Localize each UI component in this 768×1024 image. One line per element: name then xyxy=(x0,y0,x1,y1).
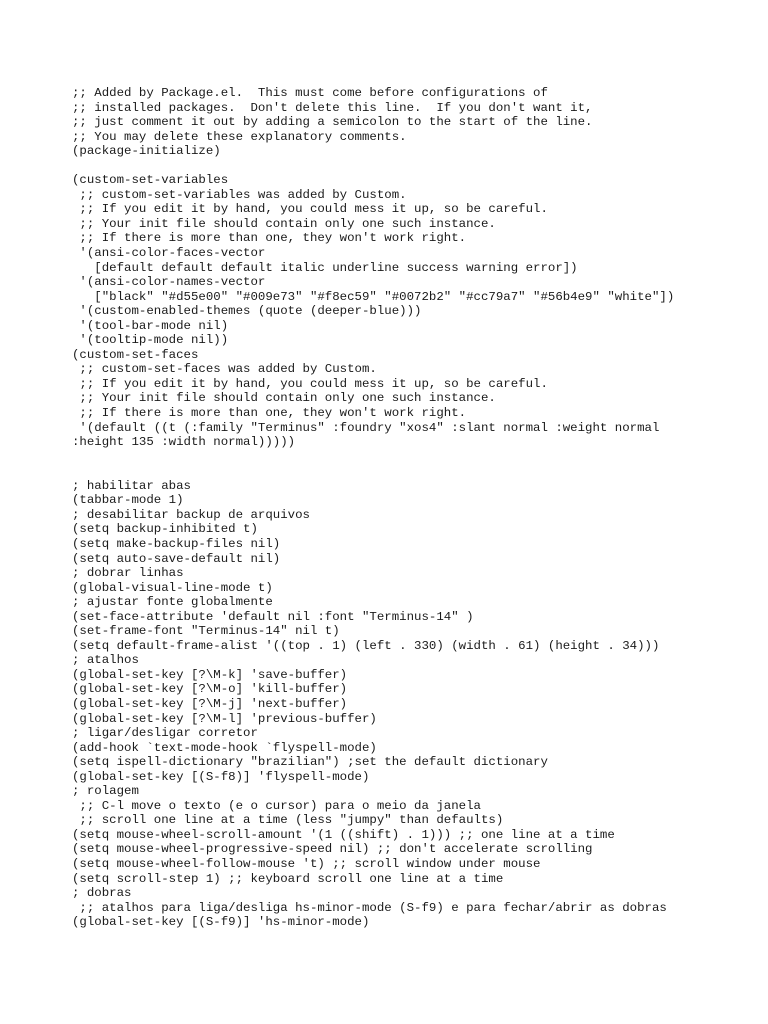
code-line: ; dobras xyxy=(72,886,132,901)
code-line: (package-initialize) xyxy=(72,144,221,159)
code-line: ; rolagem xyxy=(72,784,139,799)
code-line: ;; custom-set-faces was added by Custom. xyxy=(72,362,377,377)
code-line: (set-face-attribute 'default nil :font "Terminus-14" ) xyxy=(72,609,474,624)
code-line: ;; You may delete these explanatory comments. xyxy=(72,129,407,144)
code-line: ["black" "#d55e00" "#009e73" "#f8ec59" "#0072b2" "#cc79a7" "#56b4e9" "white"]) xyxy=(72,289,675,304)
code-line xyxy=(72,159,752,174)
code-line: '(custom-enabled-themes (quote (deeper-blue))) xyxy=(72,304,422,319)
code-line: ;; If there is more than one, they won't work right. xyxy=(72,231,467,246)
code-line: ;; scroll one line at a time (less "jumpy" than defaults) xyxy=(72,813,504,828)
code-line: (setq mouse-wheel-scroll-amount '(1 ((shift) . 1))) ;; one line at a time xyxy=(72,827,615,842)
code-line: (setq scroll-step 1) ;; keyboard scroll one line at a time xyxy=(72,871,504,886)
code-line: ;; Your init file should contain only one such instance. xyxy=(72,216,496,231)
code-line: ; habilitar abas xyxy=(72,478,191,493)
code-line: ;; Your init file should contain only one such instance. xyxy=(72,391,496,406)
code-line: ;; If you edit it by hand, you could mess it up, so be careful. xyxy=(72,376,548,391)
code-line: [default default default italic underline success warning error]) xyxy=(72,260,578,275)
code-line: ;; installed packages. Don't delete this line. If you don't want it, xyxy=(72,100,593,115)
code-line: '(default ((t (:family "Terminus" :foundry "xos4" :slant normal :weight normal xyxy=(72,420,660,435)
code-line: ;; C-l move o texto (e o cursor) para o meio da janela xyxy=(72,798,481,813)
code-line: (global-set-key [(S-f9)] 'hs-minor-mode) xyxy=(72,915,370,930)
code-line: (setq mouse-wheel-progressive-speed nil) ;; don't accelerate scrolling xyxy=(72,842,593,857)
code-line: ; ajustar fonte globalmente xyxy=(72,595,273,610)
code-line: (global-set-key [?\M-k] 'save-buffer) xyxy=(72,667,348,682)
code-line: (setq auto-save-default nil) xyxy=(72,551,281,566)
code-line: ;; custom-set-variables was added by Custom. xyxy=(72,187,407,202)
code-line: (global-set-key [?\M-j] 'next-buffer) xyxy=(72,696,348,711)
code-line: (setq ispell-dictionary "brazilian") ;set the default dictionary xyxy=(72,755,548,770)
code-line: (setq backup-inhibited t) xyxy=(72,522,258,537)
code-line: ;; atalhos para liga/desliga hs-minor-mode (S-f9) e para fechar/abrir as dobras xyxy=(72,900,667,915)
code-line: (set-frame-font "Terminus-14" nil t) xyxy=(72,624,340,639)
code-line: (custom-set-variables xyxy=(72,173,229,188)
code-line: (global-set-key [(S-f8)] 'flyspell-mode) xyxy=(72,769,370,784)
code-line: (setq mouse-wheel-follow-mouse 't) ;; scroll window under mouse xyxy=(72,856,541,871)
code-line: (setq make-backup-files nil) xyxy=(72,536,281,551)
code-line: ; atalhos xyxy=(72,653,139,668)
code-document xyxy=(72,86,752,930)
code-line: ;; just comment it out by adding a semicolon to the start of the line. xyxy=(72,115,593,130)
code-line: ;; If there is more than one, they won't work right. xyxy=(72,406,467,421)
code-line: (tabbar-mode 1) xyxy=(72,493,184,508)
code-line xyxy=(72,464,752,479)
code-line: (global-set-key [?\M-l] 'previous-buffer) xyxy=(72,711,377,726)
code-line: (global-set-key [?\M-o] 'kill-buffer) xyxy=(72,682,348,697)
code-line: ;; If you edit it by hand, you could mess it up, so be careful. xyxy=(72,202,548,217)
code-line: (setq default-frame-alist '((top . 1) (left . 330) (width . 61) (height . 34))) xyxy=(72,638,660,653)
code-line: :height 135 :width normal))))) xyxy=(72,435,296,450)
code-line: '(tooltip-mode nil)) xyxy=(72,333,229,348)
code-line xyxy=(72,450,752,465)
code-line: (add-hook `text-mode-hook `flyspell-mode) xyxy=(72,740,377,755)
code-line: (global-visual-line-mode t) xyxy=(72,580,273,595)
code-line: ;; Added by Package.el. This must come before configurations of xyxy=(72,86,548,100)
code-line: (custom-set-faces xyxy=(72,347,199,362)
code-line: '(ansi-color-names-vector xyxy=(72,275,266,290)
code-line: ; desabilitar backup de arquivos xyxy=(72,507,310,522)
code-line: '(ansi-color-faces-vector xyxy=(72,246,266,261)
code-line: ; ligar/desligar corretor xyxy=(72,726,258,741)
code-line: '(tool-bar-mode nil) xyxy=(72,318,229,333)
code-line: ; dobrar linhas xyxy=(72,566,184,581)
